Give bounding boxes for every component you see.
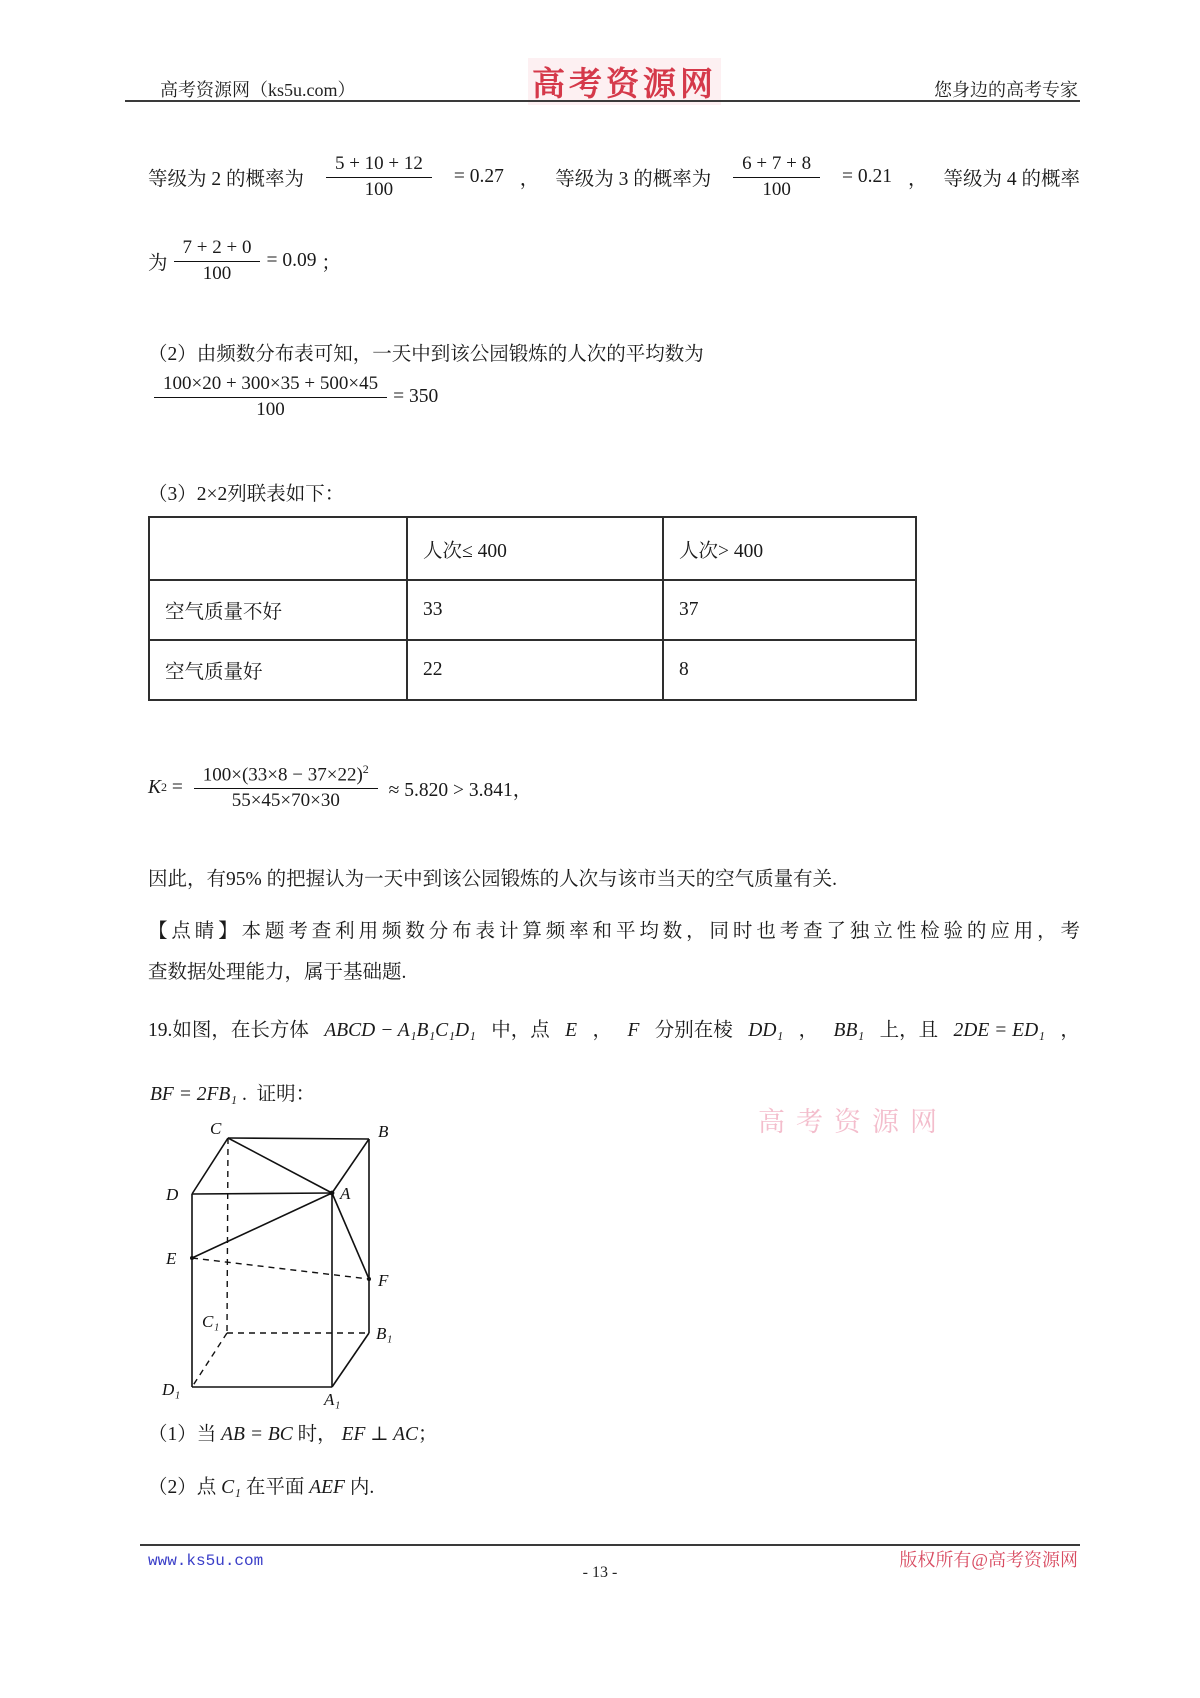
- label-B: B: [378, 1122, 389, 1141]
- problem19-line-2: [150, 1078, 315, 1106]
- table-cell: 33: [407, 580, 663, 640]
- contingency-table: [148, 516, 917, 701]
- fraction-denominator: 55×45×70×30: [231, 790, 340, 812]
- table-header-row: [149, 517, 916, 580]
- header-site-name: 高考资源网（ks5u.com）: [160, 80, 356, 100]
- fraction-denominator: 100: [256, 398, 285, 420]
- equation-result: = 0.21: [842, 166, 893, 188]
- cuboid-hidden-edges: [192, 1138, 369, 1387]
- cuboid-figure: [150, 1120, 420, 1420]
- proof-item-1: [148, 1418, 438, 1446]
- text-segment: 等级为 4 的概率: [943, 169, 1080, 191]
- header-rule: [125, 100, 1080, 102]
- fraction-denominator: 100: [202, 262, 232, 284]
- math-segment: DD₁: [748, 1020, 784, 1041]
- footer-copyright: 版权所有@高考资源网: [899, 1550, 1078, 1570]
- fraction-denominator: 100: [364, 178, 394, 200]
- table-header-cell: 人次> 400: [663, 517, 916, 580]
- numerator-text: 100×(33×8 − 37×22): [202, 764, 363, 786]
- k-symbol: K: [148, 776, 162, 798]
- math-segment: AB = BC: [221, 1424, 293, 1445]
- label-F: F: [378, 1271, 389, 1290]
- table-cell: 37: [663, 580, 916, 640]
- note-line-1: 【点睛】本题考查利用频数分布表计算频率和平均数，同时也考查了独立性检验的应用，考: [148, 921, 1080, 942]
- note-line-2: 查数据处理能力，属于基础题.: [148, 962, 407, 983]
- mean-formula: [148, 372, 438, 422]
- text-segment: 内.: [344, 1477, 375, 1498]
- comma: ，: [519, 169, 540, 191]
- label-C1: C₁: [202, 1312, 220, 1331]
- comma: ，: [798, 1020, 819, 1041]
- text-segment: 19.如图，在长方体: [148, 1020, 309, 1041]
- table-row: [149, 580, 916, 640]
- conclusion-line: 因此，有95% 的把握认为一天中到该公园锻炼的人次与该市当天的空气质量有关.: [148, 869, 837, 890]
- fraction-grade3: [733, 152, 820, 202]
- text-segment: （1）当: [148, 1424, 222, 1445]
- part3-intro: （3）2×2列联表如下：: [148, 484, 345, 505]
- k-squared-formula: [148, 762, 532, 814]
- label-D1: D₁: [162, 1380, 181, 1399]
- comma: ，: [592, 1020, 613, 1041]
- label-C: C: [210, 1120, 222, 1138]
- fraction-grade4: [174, 236, 261, 286]
- part2-intro: （2）由频数分布表可知，一天中到该公园锻炼的人次的平均数为: [148, 344, 704, 365]
- text-segment: 分别在棱: [654, 1020, 733, 1041]
- footer-site-link[interactable]: www.ks5u.com: [148, 1552, 264, 1570]
- fraction-numerator: 6 + 7 + 8: [733, 152, 820, 178]
- table-corner-cell: [149, 517, 407, 580]
- header-slogan: 您身边的高考专家: [934, 80, 1078, 100]
- fraction-numerator: 5 + 10 + 12: [326, 152, 432, 178]
- semicolon: ；: [316, 253, 341, 275]
- probability-line-1: [148, 152, 1080, 202]
- text-segment: 在平面: [240, 1477, 310, 1498]
- k-exponent: 2: [161, 780, 168, 795]
- fraction-k2: [194, 762, 378, 814]
- table-row-label: 空气质量好: [149, 640, 407, 700]
- numerator-exponent: 2: [362, 762, 369, 776]
- math-segment: F: [627, 1020, 640, 1041]
- cuboid-solid-edges: [192, 1138, 369, 1387]
- text-segment: ；: [418, 1424, 438, 1445]
- math-segment: BF = 2FB₁: [150, 1084, 238, 1105]
- text-segment: 中，点: [491, 1020, 550, 1041]
- math-segment: BB₁: [833, 1020, 865, 1041]
- problem19-line-1: [148, 1014, 1080, 1042]
- text-segment: 上，且: [879, 1020, 939, 1041]
- math-segment: AEF: [309, 1477, 345, 1498]
- text-segment: 等级为 2 的概率为: [148, 169, 305, 191]
- fraction-numerator: 100×20 + 300×35 + 500×45: [154, 372, 387, 398]
- fraction-grade2: [326, 152, 432, 202]
- comma: ，: [1060, 1020, 1080, 1041]
- comma: ，: [907, 169, 928, 191]
- table-header-cell: 人次≤ 400: [407, 517, 663, 580]
- label-B1: B₁: [376, 1324, 393, 1343]
- label-E: E: [166, 1249, 177, 1268]
- table-cell: 8: [663, 640, 916, 700]
- comparison-result: ≈ 5.820 > 3.841，: [383, 779, 533, 801]
- table-cell: 22: [407, 640, 663, 700]
- table-row: [149, 640, 916, 700]
- fraction-numerator: [194, 762, 378, 789]
- equation-result: = 0.27: [453, 166, 504, 188]
- equals-sign: =: [167, 776, 188, 798]
- fraction-mean: [154, 372, 387, 422]
- fraction-numerator: 7 + 2 + 0: [174, 236, 261, 262]
- text-segment: . 证明：: [237, 1084, 316, 1105]
- equation-result: = 350: [393, 386, 439, 408]
- site-logo: 高考资源网: [528, 58, 721, 105]
- fraction-denominator: 100: [762, 178, 791, 200]
- vertex-dots: [190, 1191, 371, 1281]
- math-segment: EF ⊥ AC: [341, 1424, 419, 1445]
- label-D: D: [166, 1185, 179, 1204]
- text-segment: 时，: [292, 1424, 342, 1445]
- text-segment: 为: [148, 253, 168, 275]
- watermark: 高考资源网: [758, 1107, 948, 1137]
- text-segment: 等级为 3 的概率为: [555, 169, 712, 191]
- page-number: - 13 -: [582, 1564, 618, 1581]
- math-segment: E: [565, 1020, 578, 1041]
- math-segment: ABCD − A₁B₁C₁D₁: [324, 1020, 476, 1041]
- math-segment: C₁: [221, 1477, 241, 1498]
- text-segment: （2）点: [148, 1477, 222, 1498]
- table-row-label: 空气质量不好: [149, 580, 407, 640]
- probability-line-2: [148, 236, 341, 286]
- proof-item-2: [148, 1471, 374, 1499]
- label-A1: A₁: [324, 1390, 341, 1409]
- label-A: A: [340, 1184, 351, 1203]
- equation-result: = 0.09: [266, 250, 317, 272]
- math-segment: 2DE = ED₁: [953, 1020, 1045, 1041]
